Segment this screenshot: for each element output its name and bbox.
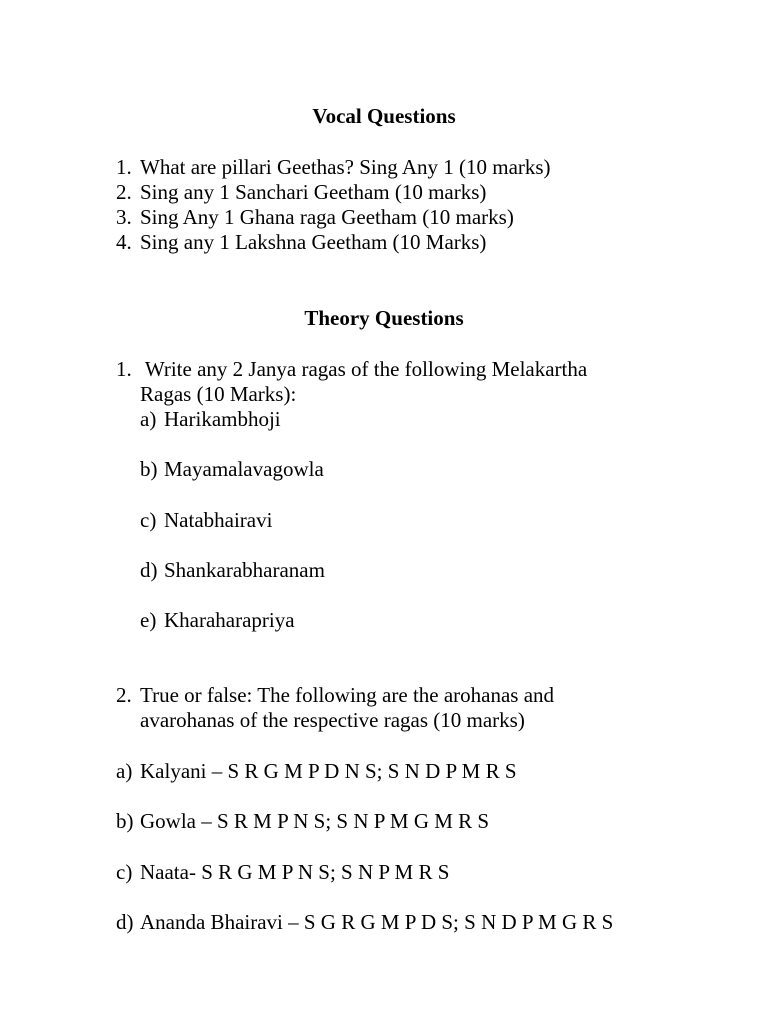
question-text: True or false: The following are the arohanas and bbox=[140, 683, 555, 707]
question-text: Sing any 1 Lakshna Geetham (10 Marks) bbox=[140, 230, 487, 254]
vocal-questions-heading: Vocal Questions bbox=[312, 104, 456, 128]
arohana-option-b bbox=[116, 809, 489, 834]
vocal-question-1 bbox=[116, 155, 551, 180]
option-letter: d) bbox=[140, 558, 158, 582]
vocal-question-4 bbox=[116, 230, 486, 255]
question-number: 1. bbox=[116, 357, 132, 381]
theory-question-2-line1 bbox=[116, 683, 554, 708]
option-letter: e) bbox=[140, 608, 157, 632]
question-number: 1. bbox=[116, 155, 132, 179]
raga-option-e bbox=[140, 608, 295, 633]
question-number: 2. bbox=[116, 683, 132, 707]
theory-questions-heading: Theory Questions bbox=[304, 306, 464, 330]
arohana-option-d bbox=[116, 910, 613, 935]
option-text: Natabhairavi bbox=[164, 508, 273, 532]
option-text: Shankarabharanam bbox=[164, 558, 325, 582]
option-letter: c) bbox=[116, 860, 133, 884]
raga-option-c bbox=[140, 508, 272, 533]
theory-question-2-line2: avarohanas of the respective ragas (10 marks) bbox=[140, 708, 525, 732]
question-text: Sing Any 1 Ghana raga Geetham (10 marks) bbox=[140, 205, 514, 229]
option-letter: a) bbox=[140, 407, 157, 431]
raga-option-b bbox=[140, 457, 324, 482]
option-letter: d) bbox=[116, 910, 134, 934]
question-text: Sing any 1 Sanchari Geetham (10 marks) bbox=[140, 180, 487, 204]
option-letter: a) bbox=[116, 759, 133, 783]
option-letter: b) bbox=[116, 809, 134, 833]
vocal-question-2 bbox=[116, 180, 486, 205]
theory-question-1-line1 bbox=[116, 357, 587, 382]
question-number: 3. bbox=[116, 205, 132, 229]
vocal-question-3 bbox=[116, 205, 514, 230]
option-text: Naata- S R G M P N S; S N P M R S bbox=[140, 860, 450, 884]
option-text: Gowla – S R M P N S; S N P M G M R S bbox=[140, 809, 490, 833]
option-letter: b) bbox=[140, 457, 158, 481]
question-text: What are pillari Geethas? Sing Any 1 (10 marks) bbox=[140, 155, 551, 179]
question-text: Write any 2 Janya ragas of the following Melakartha bbox=[140, 357, 588, 381]
question-number: 2. bbox=[116, 180, 132, 204]
option-letter: c) bbox=[140, 508, 157, 532]
arohana-option-a bbox=[116, 759, 517, 784]
raga-option-a bbox=[140, 407, 281, 432]
question-number: 4. bbox=[116, 230, 132, 254]
option-text: Kalyani – S R G M P D N S; S N D P M R S bbox=[140, 759, 517, 783]
theory-question-1-line2: Ragas (10 Marks): bbox=[140, 382, 297, 406]
option-text: Harikambhoji bbox=[164, 407, 281, 431]
option-text: Ananda Bhairavi – S G R G M P D S; S N D P M G R S bbox=[140, 910, 614, 934]
raga-option-d bbox=[140, 558, 325, 583]
arohana-option-c bbox=[116, 860, 449, 885]
option-text: Mayamalavagowla bbox=[164, 457, 324, 481]
option-text: Kharaharapriya bbox=[164, 608, 295, 632]
